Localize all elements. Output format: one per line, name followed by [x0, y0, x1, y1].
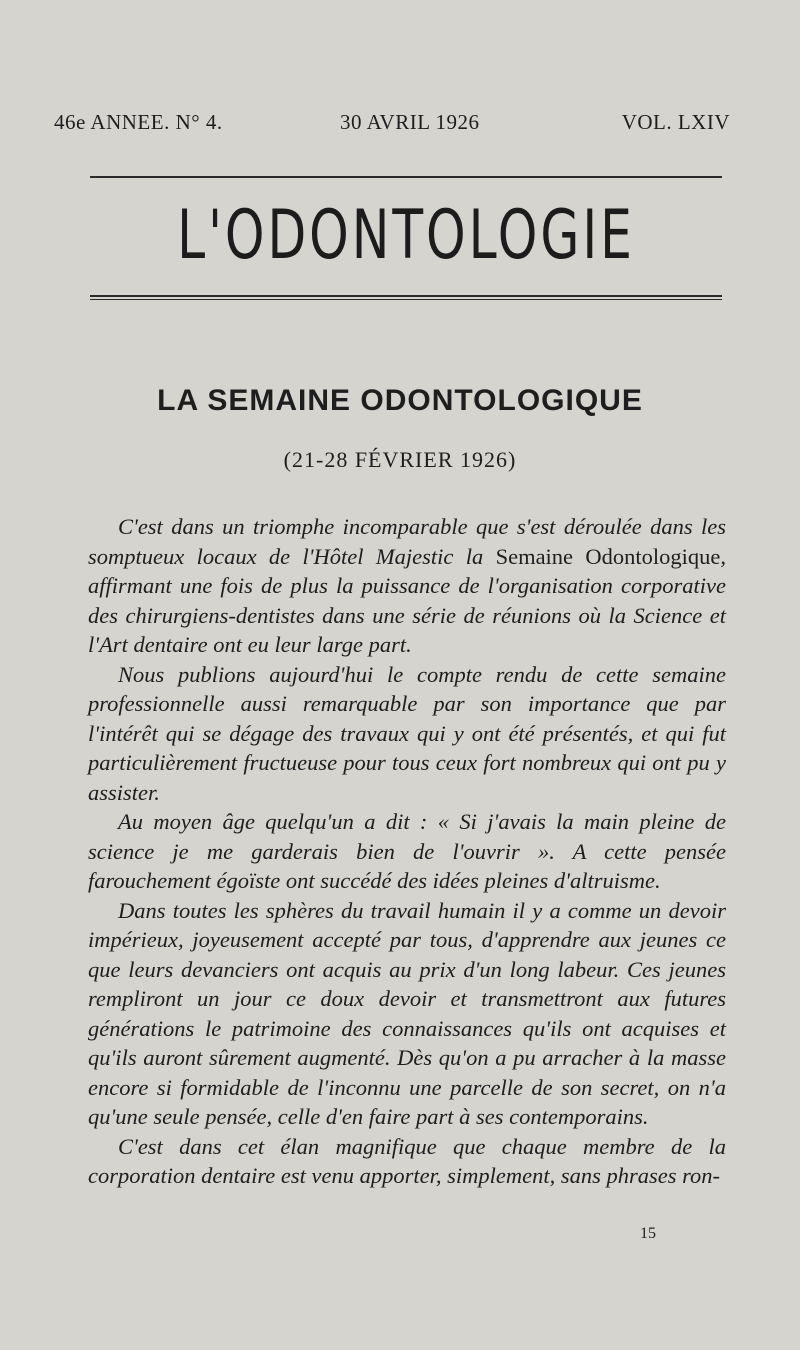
journal-masthead: L'ODONTOLOGIE [177, 196, 635, 275]
running-header [50, 110, 730, 146]
paragraph-1 [88, 512, 726, 660]
article-body [88, 512, 726, 1191]
article-title: LA SEMAINE ODONTOLOGIQUE [157, 384, 643, 417]
event-name: Semaine Odontologique [495, 543, 721, 569]
paragraph-5: C'est dans cet élan magnifique que chaque membre de la corporation dentaire est venu apporter, simplement, sans phrases ron- [88, 1133, 726, 1188]
issue-number: 46e ANNEE. N° 4. [54, 110, 223, 134]
paragraph-3: Au moyen âge quelqu'un a dit : « Si j'avais la main pleine de science je me garderais bien de l'ouvrir ». A cette pensée farouchement égoïste ont succédé des idées pleines d'altruisme. [88, 809, 726, 893]
article-date: (21-28 FÉVRIER 1926) [283, 447, 517, 472]
masthead-top-rule [90, 176, 722, 178]
issue-date: 30 AVRIL 1926 [340, 110, 480, 134]
paragraph-1-start: C'est dans un triomphe incomparable que s'est déroulée dans les somptueux locaux de l'Hôtel Majestic la [88, 514, 726, 569]
paragraph-2: Nous publions aujourd'hui le compte rendu de cette semaine professionnelle aussi remarquable par son importance que par l'intérêt qui se dégage des travaux qui y ont été présentés, et qui fut particulièrement fructueuse pour tous ceux fort nombreux qui ont pu y assister. [88, 661, 726, 805]
paragraph-1-end: , affirmant une fois de plus la puissance de l'organisation corporative des chirurgiens-dentistes dans une série de réunions où la Science et l'Art dentaire ont eu leur large part. [88, 543, 727, 657]
paragraph-4: Dans toutes les sphères du travail humain il y a comme un devoir impérieux, joyeusement accepté par tous, d'apprendre aux jeunes ce que leurs devanciers ont acquis au prix d'un long labeur. Ces jeunes rempliront un jour ce doux devoir et transmettront aux futures générations le patrimoine des connaissances qu'ils ont acquises et qu'ils auront sûrement augmenté. Dès qu'on a pu arracher à la masse encore si formidable de l'inconnu une parcelle de son secret, on n'a qu'une seule pensée, celle d'en faire part à ses contemporains. [88, 897, 726, 1129]
masthead-bottom-rule-thin [90, 299, 722, 300]
page-folio: 15 [640, 1225, 656, 1242]
volume-number: VOL. LXIV [621, 110, 730, 134]
masthead-bottom-rule [90, 295, 722, 297]
